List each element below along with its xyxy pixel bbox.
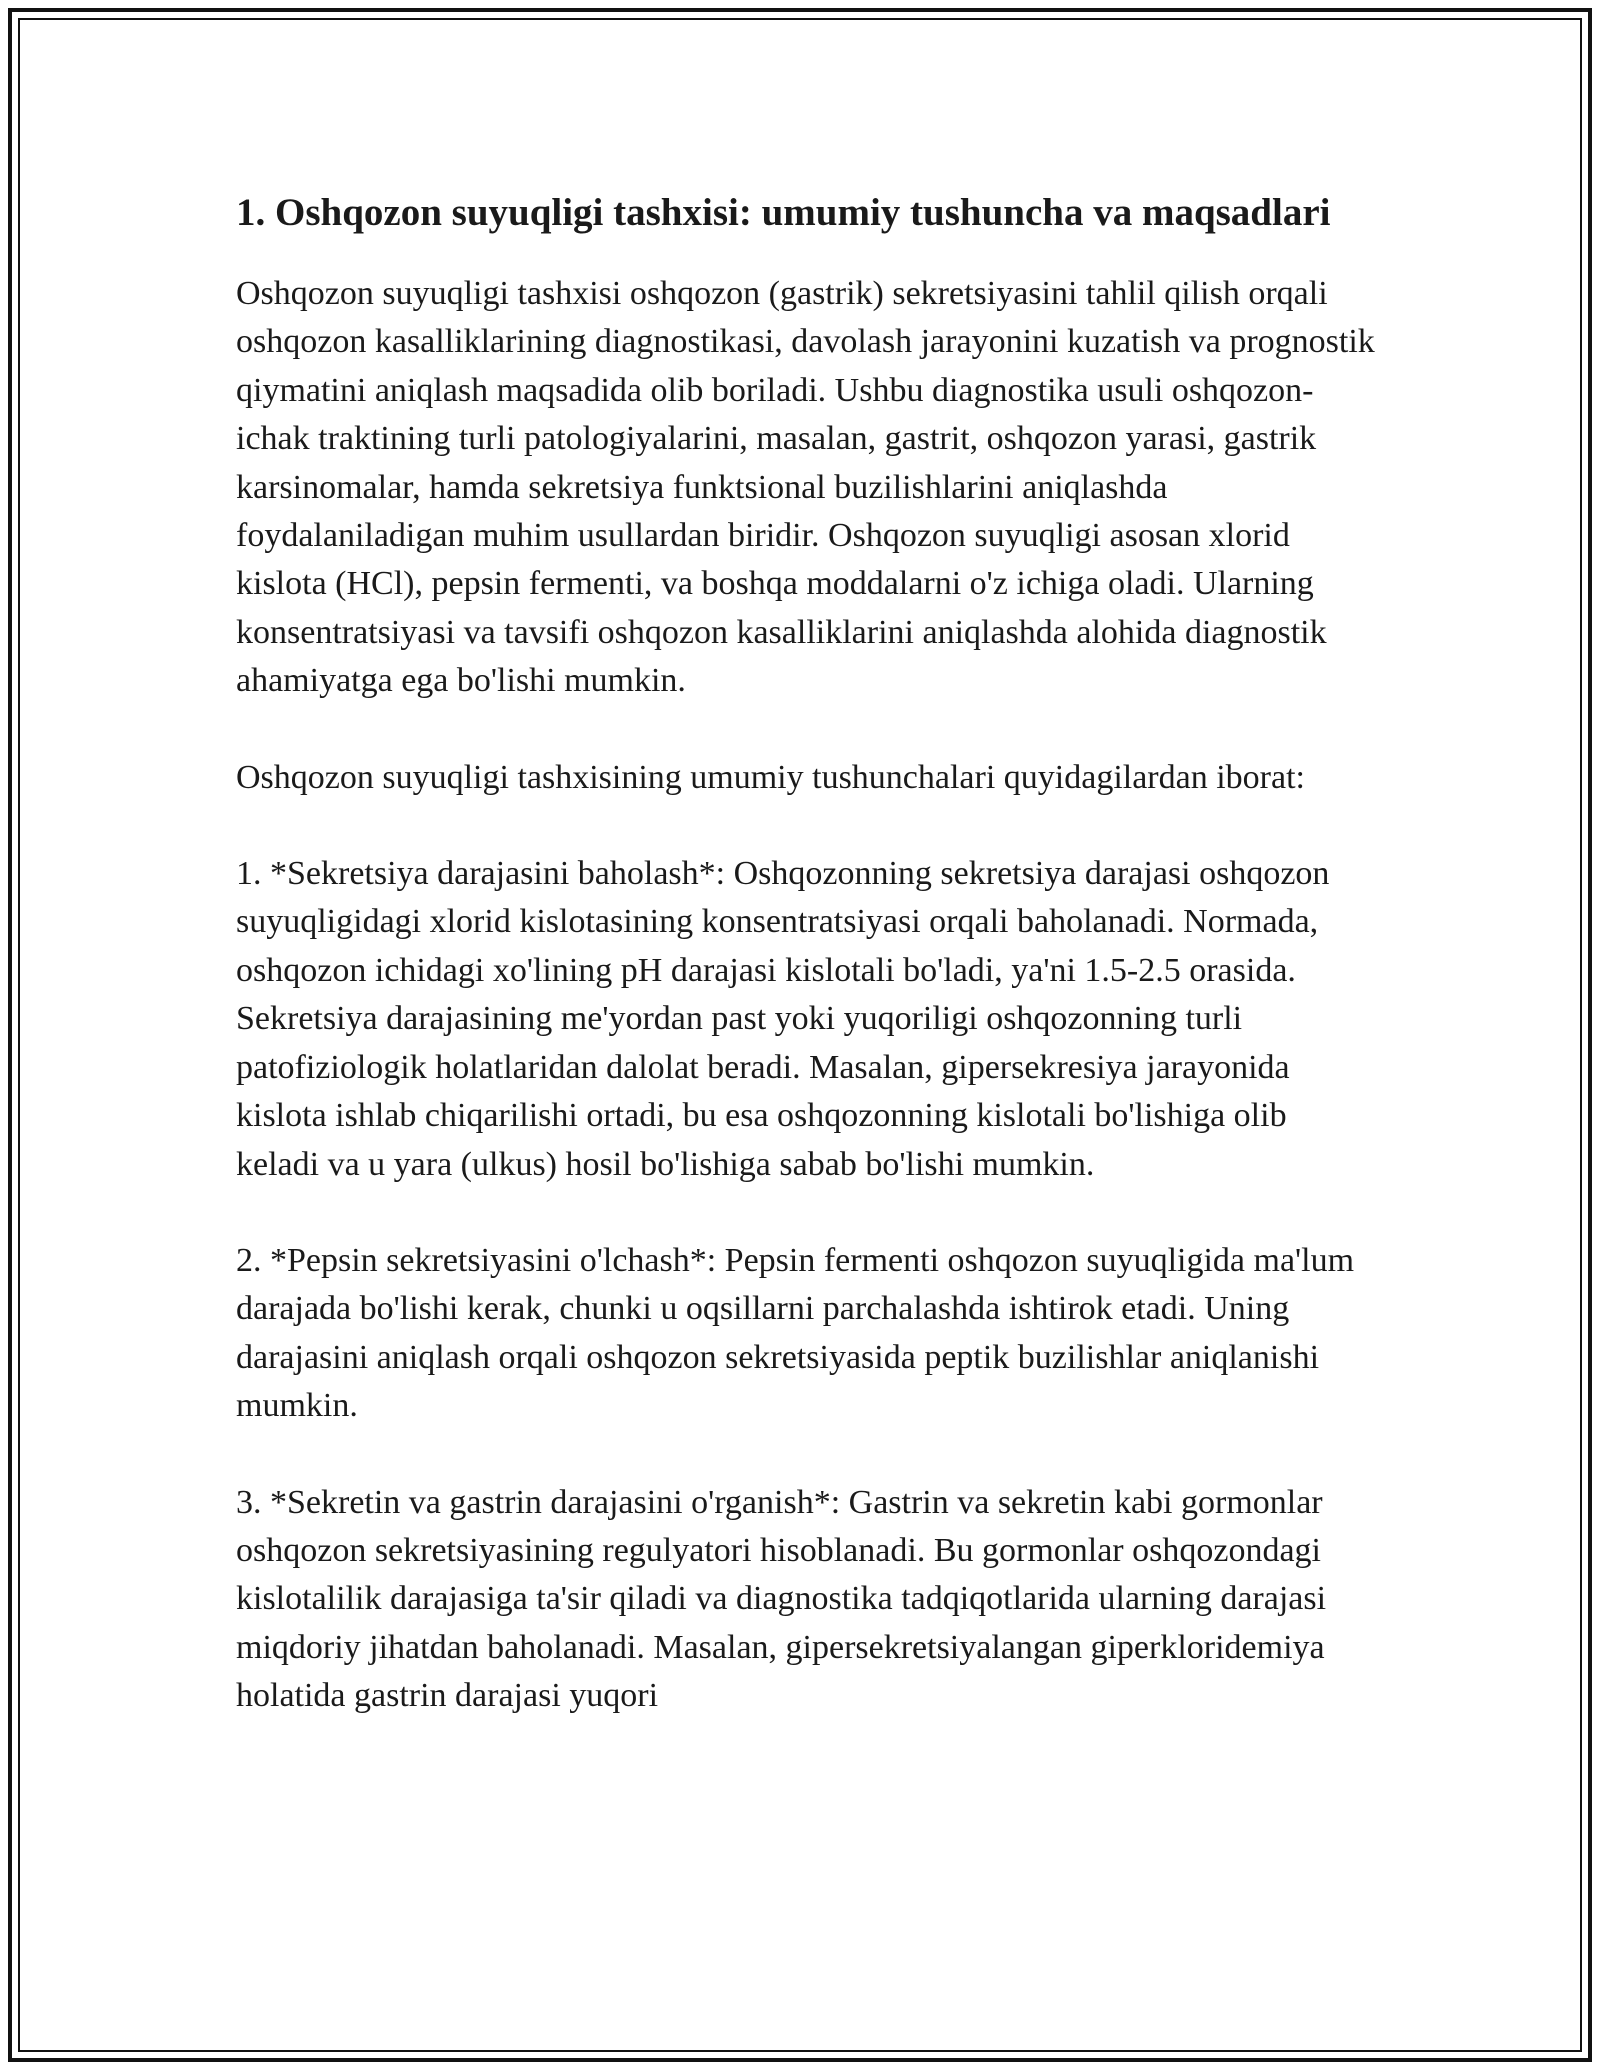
section-heading: 1. Oshqozon suyuqligi tashxisi: umumiy tushuncha va maqsadlari bbox=[236, 191, 1331, 234]
list-item-secretion-level: 1. *Sekretsiya darajasini baholash*: Oshqozonning sekretsiya darajasi oshqozon suyuqligidagi xlorid kislotasining konsentratsiyasi orqali baholanadi. Normada, oshqozon ichidagi xo'lining pH darajasi kislotali bo'ladi, ya'ni 1.5-2.5 orasida. Sekretsiya darajasining me'yordan past yoki yuqoriligi oshqozonning turli patofiziologik holatlaridan dalolat beradi. Masalan, gipersekresiya jarayonida kislota ishlab chiqarilishi ortadi, bu esa oshqozonning kislotali bo'lishiga olib keladi va u yara (ulkus) hosil bo'lishiga sabab bo'lishi mumkin. bbox=[236, 855, 1330, 1183]
document-body bbox=[236, 186, 1376, 1769]
list-item-secretin-gastrin: 3. *Sekretin va gastrin darajasini o'rganish*: Gastrin va sekretin kabi gormonlar oshqozon sekretsiyasining regulyatori hisoblanadi. Bu gormonlar oshqozondagi kislotalilik darajasiga ta'sir qiladi va diagnostika tadqiqotlarida ularning darajasi miqdoriy jihatdan baholanadi. Masalan, gipersekretsiyalangan giperkloridemiya holatida gastrin darajasi yuqori bbox=[236, 1483, 1327, 1715]
paragraph-overview: Oshqozon suyuqligi tashxisining umumiy tushunchalari quyidagilardan iborat: bbox=[236, 758, 1305, 796]
paragraph-intro: Oshqozon suyuqligi tashxisi oshqozon (gastrik) sekretsiyasini tahlil qilish orqali oshqozon kasalliklarining diagnostikasi, davolash jarayonini kuzatish va prognostik qiymatini aniqlash maqsadida olib boriladi. Ushbu diagnostika usuli oshqozon-ichak traktining turli patologiyalarini, masalan, gastrit, oshqozon yarasi, gastrik karsinomalar, hamda sekretsiya funktsional buzilishlarini aniqlashda foydalaniladigan muhim usullardan biridir. Oshqozon suyuqligi asosan xlorid kislota (HCl), pepsin fermenti, va boshqa moddalarni o'z ichiga oladi. Ularning konsentratsiyasi va tavsifi oshqozon kasalliklarini aniqlashda alohida diagnostik ahamiyatga ega bo'lishi mumkin. bbox=[236, 275, 1375, 700]
list-item-pepsin: 2. *Pepsin sekretsiyasini o'lchash*: Pepsin fermenti oshqozon suyuqligida ma'lum darajada bo'lishi kerak, chunki u oqsillarni parchalashda ishtirok etadi. Uning darajasini aniqlash orqali oshqozon sekretsiyasida peptik buzilishlar aniqlanishi mumkin. bbox=[236, 1241, 1355, 1425]
